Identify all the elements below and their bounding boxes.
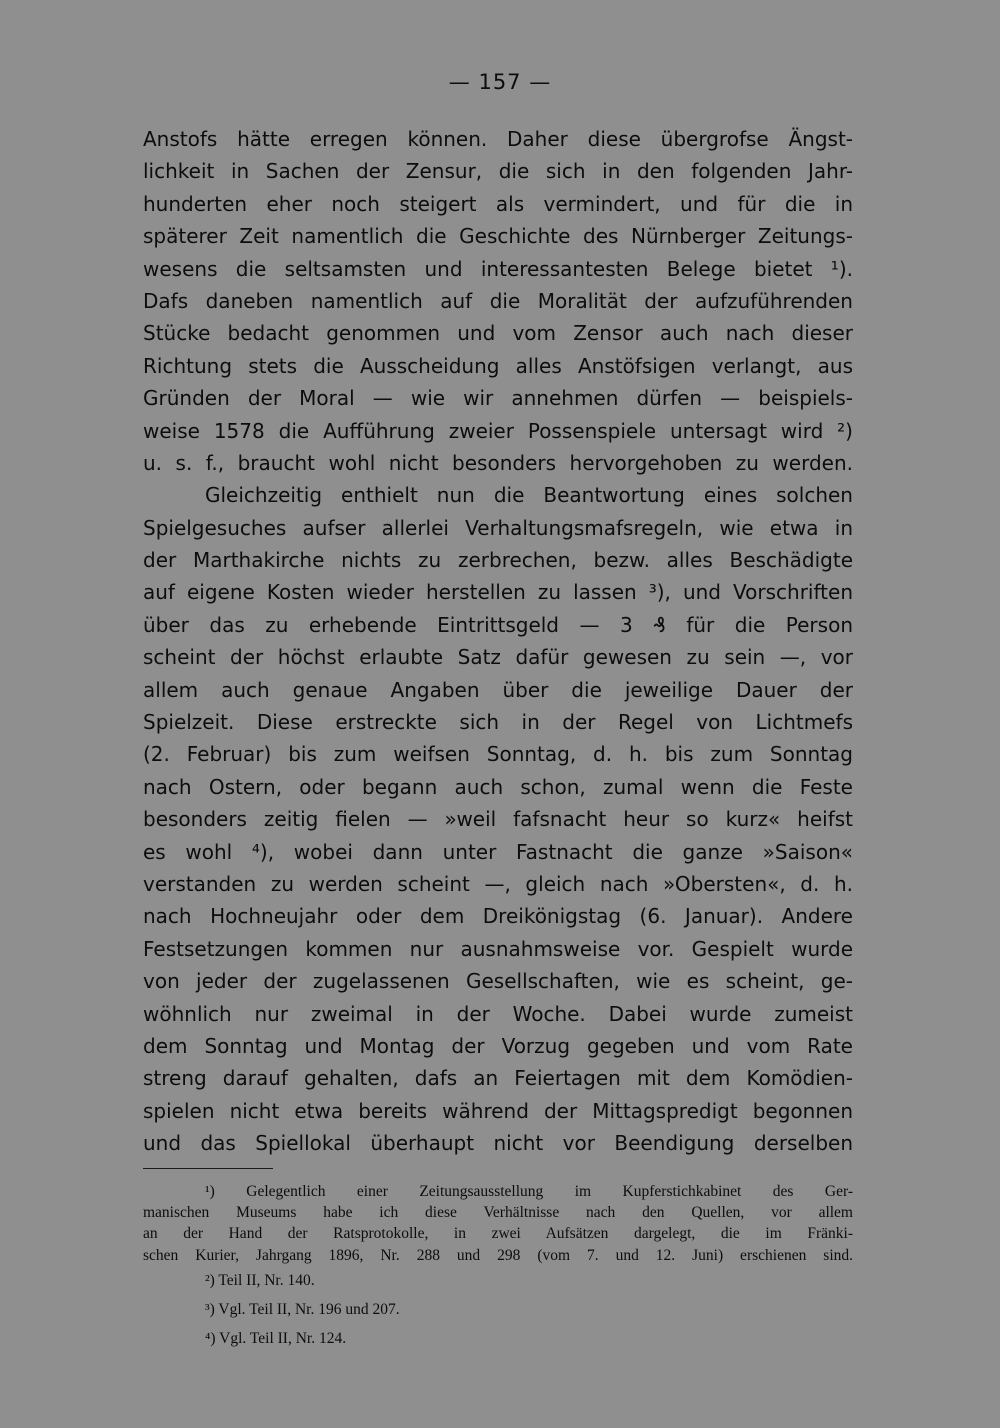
footnote-3: ³) Vgl. Teil II, Nr. 196 und 207. — [205, 1300, 400, 1318]
text-line: verstanden zu werden scheint —, gleich nach »Obersten«, d. h. — [143, 871, 853, 896]
text-line: besonders zeitig fielen — »weil fafsnacht heur so kurz« heifst — [143, 807, 853, 832]
footnote-2: ²) Teil II, Nr. 140. — [205, 1271, 315, 1289]
text-line: Stücke bedacht genommen und vom Zensor auch nach dieser — [143, 321, 853, 346]
text-line: allem auch genaue Angaben über die jeweilige Dauer der — [143, 677, 853, 702]
footnote-1-line: manischen Museums habe ich diese Verhältnisse nach den Quellen, vor allem — [143, 1204, 853, 1222]
text-line: Anstofs hätte erregen können. Daher diese übergrofse Ängst- — [143, 127, 853, 151]
text-line: dem Sonntag und Montag der Vorzug gegeben und vom Rate — [143, 1033, 853, 1058]
text-line: scheint der höchst erlaubte Satz dafür gewesen zu sein —, vor — [143, 645, 853, 670]
text-line: auf eigene Kosten wieder herstellen zu lassen ³), und Vorschriften — [143, 580, 853, 605]
text-line: nach Hochneujahr oder dem Dreikönigstag (6. Januar). Andere — [143, 904, 853, 929]
footnote-1-line: an der Hand der Ratsprotokolle, in zwei Aufsätzen dargelegt, die im Fränki- — [143, 1225, 853, 1243]
footnote-4: ⁴) Vgl. Teil II, Nr. 124. — [205, 1329, 347, 1347]
text-line: Gründen der Moral — wie wir annehmen dürfen — beispiels- — [143, 386, 853, 411]
text-line: (2. Februar) bis zum weifsen Sonntag, d. h. bis zum Sonntag — [143, 742, 853, 767]
text-line: Gleichzeitig enthielt nun die Beantwortung eines solchen — [205, 483, 853, 508]
text-line: es wohl ⁴), wobei dann unter Fastnacht die ganze »Saison« — [143, 839, 853, 864]
text-line: streng darauf gehalten, dafs an Feiertagen mit dem Komödien- — [143, 1066, 853, 1091]
footnotes — [143, 1181, 853, 1353]
footnote-divider — [143, 1168, 273, 1169]
footnote-1-line: schen Kurier, Jahrgang 1896, Nr. 288 und 298 (vom 7. und 12. Juni) erschienen sind. — [143, 1246, 853, 1264]
text-line: späterer Zeit namentlich die Geschichte des Nürnberger Zeitungs- — [143, 224, 853, 249]
text-line: hunderten eher noch steigert als vermindert, und für die in — [143, 191, 853, 216]
text-line: nach Ostern, oder begann auch schon, zumal wenn die Feste — [143, 774, 853, 799]
body-text — [143, 123, 853, 1160]
text-line: der Marthakirche nichts zu zerbrechen, bezw. alles Beschädigte — [143, 548, 853, 573]
text-line: lichkeit in Sachen der Zensur, die sich in den folgenden Jahr- — [143, 159, 853, 184]
text-line: u. s. f., braucht wohl nicht besonders hervorgehoben zu werden. — [143, 450, 853, 475]
page-number: — 157 — — [448, 70, 552, 94]
text-line: und das Spiellokal überhaupt nicht vor Beendigung derselben — [143, 1131, 853, 1156]
text-line: Spielgesuches aufser allerlei Verhaltungsmafsregeln, wie etwa in — [143, 515, 853, 540]
text-line: wesens die seltsamsten und interessantesten Belege bietet ¹). — [143, 256, 853, 281]
text-line: Spielzeit. Diese erstreckte sich in der Regel von Lichtmefs — [143, 710, 853, 735]
text-line: über das zu erhebende Eintrittsgeld — 3 ₰ für die Person — [143, 612, 853, 637]
text-line: spielen nicht etwa bereits während der Mittagspredigt begonnen — [143, 1098, 853, 1123]
text-line: wöhnlich nur zweimal in der Woche. Dabei wurde zumeist — [143, 1001, 853, 1026]
text-line: weise 1578 die Aufführung zweier Possenspiele untersagt wird ²) — [143, 418, 853, 443]
text-line: Richtung stets die Ausscheidung alles Anstöfsigen verlangt, aus — [143, 353, 853, 378]
text-line: Festsetzungen kommen nur ausnahmsweise vor. Gespielt wurde — [143, 936, 853, 961]
text-line: von jeder der zugelassenen Gesellschaften, wie es scheint, ge- — [143, 969, 853, 994]
text-line: Dafs daneben namentlich auf die Moralität der aufzuführenden — [143, 288, 853, 313]
footnote-1-line: ¹) Gelegentlich einer Zeitungsausstellung im Kupferstichkabinet des Ger- — [205, 1183, 853, 1200]
